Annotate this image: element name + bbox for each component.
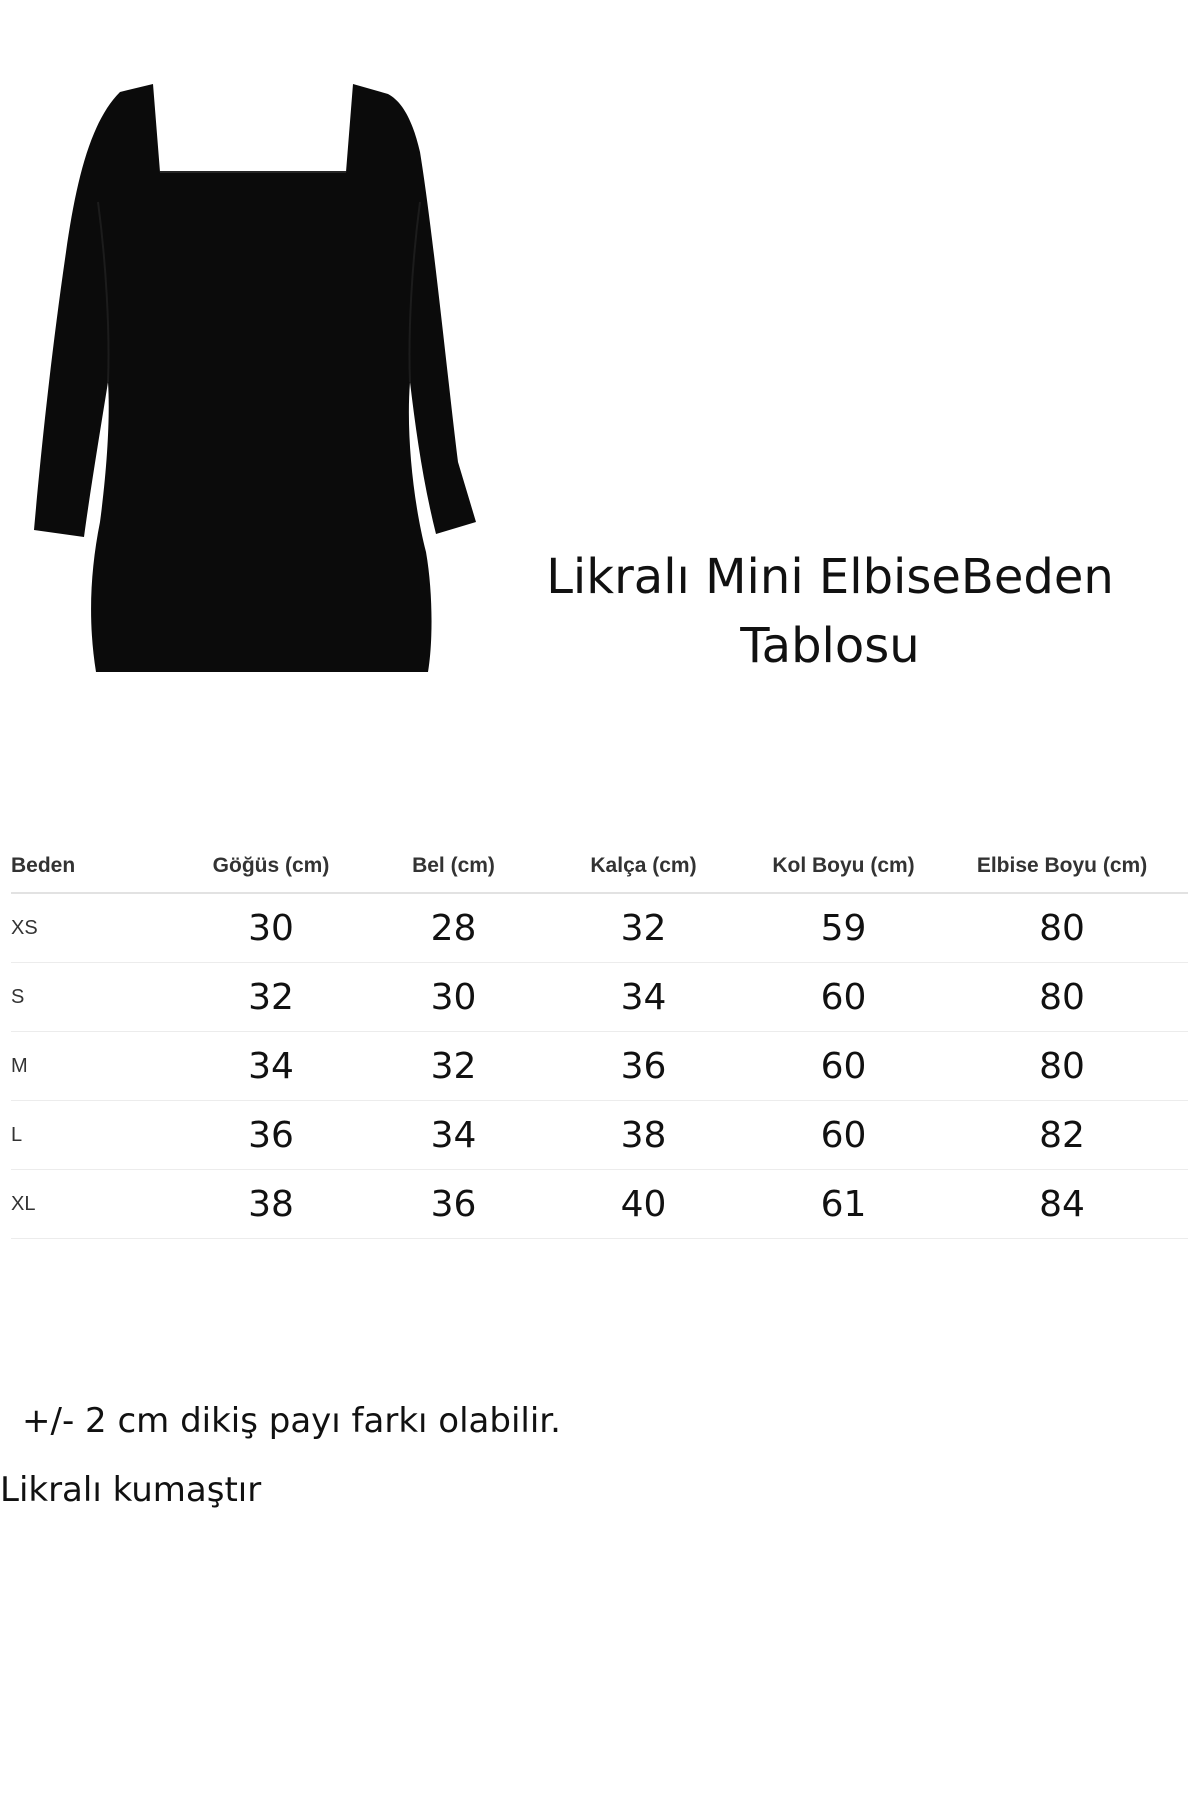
header-beden: Beden [11, 840, 171, 893]
page-title [520, 543, 1140, 681]
table-row [11, 1101, 1188, 1170]
cell-value: 30 [171, 893, 371, 963]
cell-size: L [11, 1101, 171, 1170]
cell-size: XL [11, 1170, 171, 1239]
cell-value: 59 [751, 893, 936, 963]
cell-value: 80 [936, 893, 1188, 963]
cell-value: 32 [536, 893, 751, 963]
cell-value: 34 [536, 963, 751, 1032]
header-kalca: Kalça (cm) [536, 840, 751, 893]
cell-value: 80 [936, 963, 1188, 1032]
table-header-row [11, 840, 1188, 893]
cell-value: 36 [171, 1101, 371, 1170]
cell-value: 60 [751, 1101, 936, 1170]
table-row [11, 893, 1188, 963]
cell-value: 34 [371, 1101, 536, 1170]
cell-value: 36 [536, 1032, 751, 1101]
header-elbise-boyu: Elbise Boyu (cm) [936, 840, 1188, 893]
cell-size: M [11, 1032, 171, 1101]
cell-value: 60 [751, 1032, 936, 1101]
cell-value: 32 [171, 963, 371, 1032]
title-line-2: Tablosu [740, 618, 920, 674]
cell-value: 38 [536, 1101, 751, 1170]
table-row [11, 1170, 1188, 1239]
dress-image [28, 82, 482, 677]
cell-value: 60 [751, 963, 936, 1032]
cell-value: 84 [936, 1170, 1188, 1239]
table-row [11, 1032, 1188, 1101]
cell-value: 82 [936, 1101, 1188, 1170]
header-kol-boyu: Kol Boyu (cm) [751, 840, 936, 893]
size-chart-table [11, 840, 1188, 1239]
cell-value: 34 [171, 1032, 371, 1101]
cell-value: 40 [536, 1170, 751, 1239]
cell-value: 36 [371, 1170, 536, 1239]
tolerance-note: +/- 2 cm dikiş payı farkı olabilir. [22, 1401, 561, 1441]
cell-value: 30 [371, 963, 536, 1032]
header-bel: Bel (cm) [371, 840, 536, 893]
header-gogus: Göğüs (cm) [171, 840, 371, 893]
cell-value: 61 [751, 1170, 936, 1239]
cell-value: 38 [171, 1170, 371, 1239]
table-row [11, 963, 1188, 1032]
cell-value: 28 [371, 893, 536, 963]
fabric-note: Likralı kumaştır [0, 1470, 262, 1510]
cell-value: 80 [936, 1032, 1188, 1101]
title-line-1: Likralı Mini ElbiseBeden [546, 549, 1114, 605]
cell-size: S [11, 963, 171, 1032]
cell-value: 32 [371, 1032, 536, 1101]
cell-size: XS [11, 893, 171, 963]
